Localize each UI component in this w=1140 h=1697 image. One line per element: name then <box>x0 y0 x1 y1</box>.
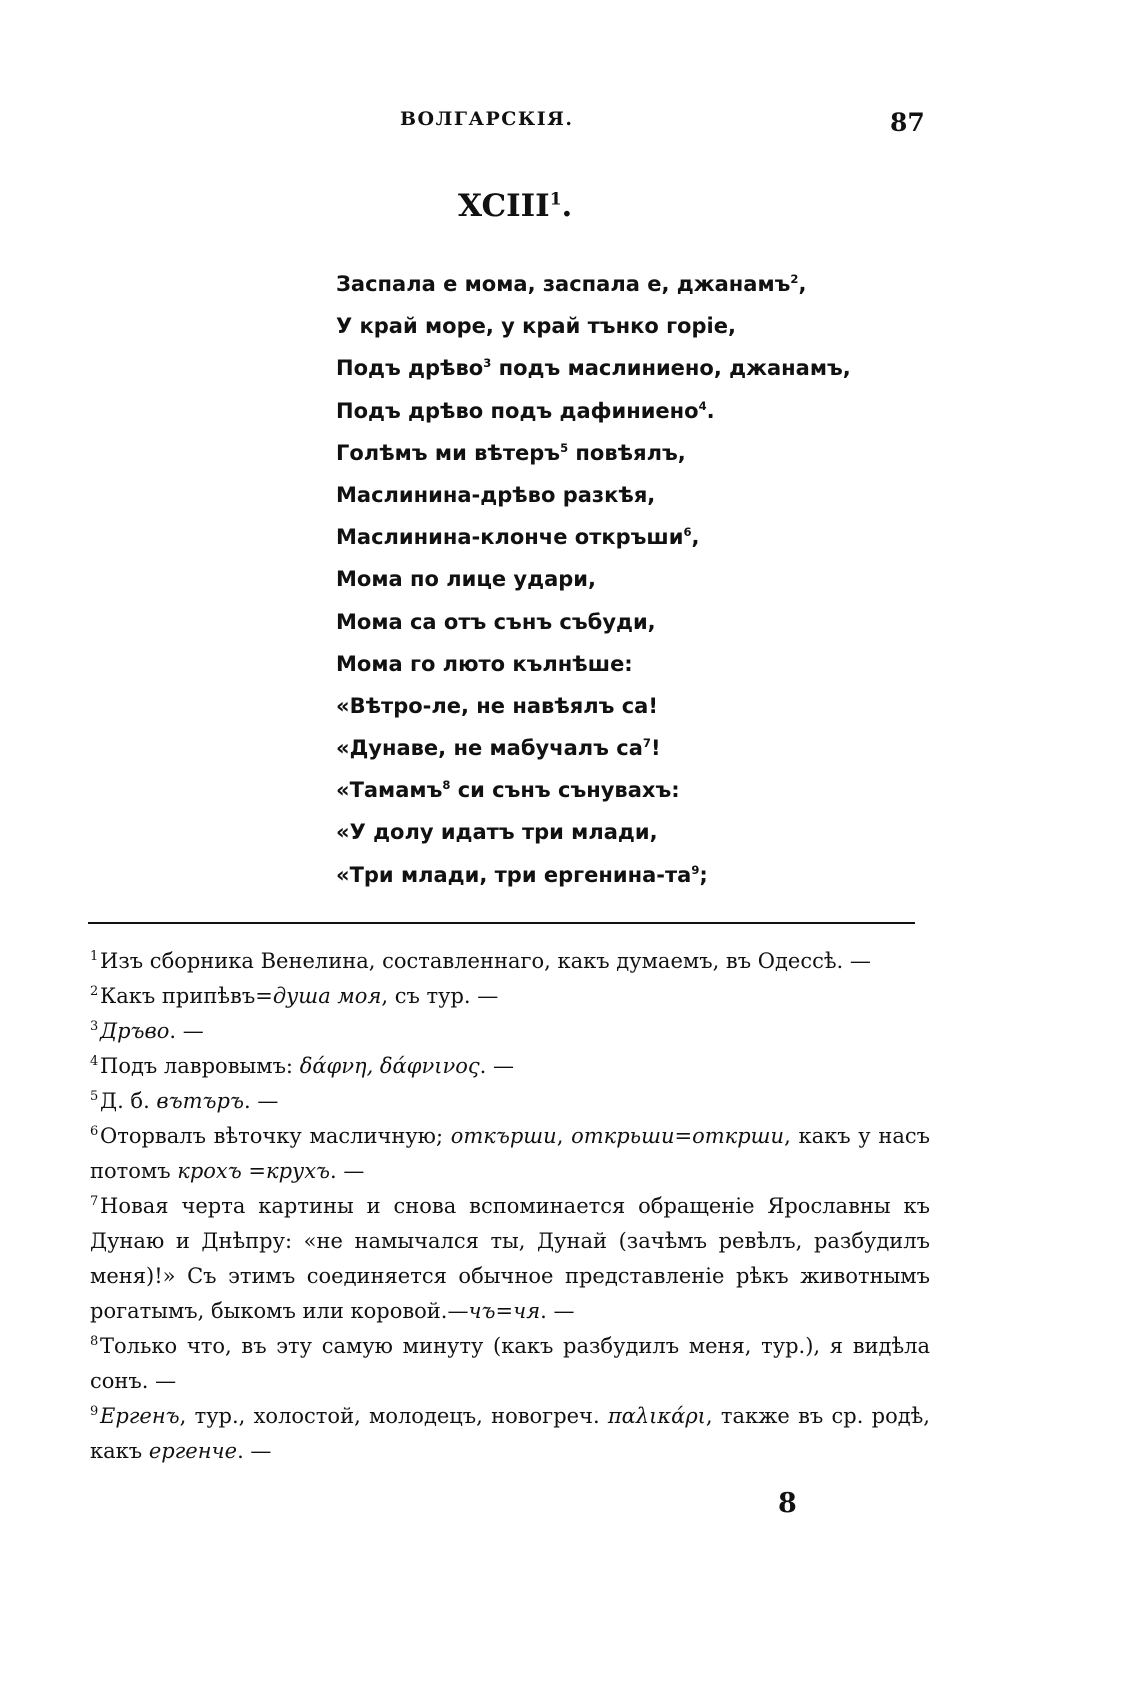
poem-line-footnote-ref: 6 <box>683 525 692 540</box>
poem-line-text: «У долу идатъ три млади, <box>336 820 658 845</box>
poem-line-text: Мома по лице удари, <box>336 567 596 592</box>
poem-line-text: Подъ дрѣво подъ дафиниено <box>336 398 699 423</box>
footnote: 2Какъ припѣвъ=душа моя, съ тур. — <box>90 984 499 1008</box>
footnote-text: Изъ сборника Венелина, составленнаго, какъ думаемъ, въ Одессѣ. — <box>100 949 871 973</box>
poem-line-tail: подъ маслиниено, джанамъ, <box>491 356 851 381</box>
footnote-text: Какъ припѣвъ= <box>100 984 273 1008</box>
poem-line-text: «Дунаве, не мабучалъ са <box>336 736 643 761</box>
footnote-italic-text: ергенче <box>148 1439 238 1463</box>
poem-line-tail: , <box>691 525 700 550</box>
poem-line <box>336 854 856 896</box>
footnote-text: , <box>556 1124 572 1148</box>
poem-line-text: «Вѣтро-ле, не навѣялъ са! <box>336 693 658 718</box>
footnote-text: , какъ у насъ потомъ <box>90 1124 930 1183</box>
footnote-italic-text: чъ=чя <box>468 1299 541 1323</box>
footnote-divider <box>88 922 915 924</box>
poem-line-footnote-ref: 5 <box>560 440 569 455</box>
poem-line-text: «Три млади, три ергенина-та <box>336 862 692 887</box>
footnote-italic-text: δάφνη, δάφνινος <box>299 1054 480 1078</box>
footnote-text: Д. б. <box>100 1089 157 1113</box>
footnote-text: . — <box>244 1089 279 1113</box>
footnote-text: = <box>241 1159 267 1183</box>
footnote: 8Только что, въ эту самую минуту (какъ разбудилъ меня, тур.), я видѣла сонъ. — <box>90 1334 930 1393</box>
footnotes <box>90 944 930 1469</box>
page-number: 87 <box>890 108 925 137</box>
poem-line <box>336 516 856 558</box>
footnote: 3Дръво. — <box>90 1019 204 1043</box>
footnote-italic-text: открьши=открши <box>571 1124 785 1148</box>
footnote-text: . — <box>237 1439 272 1463</box>
poem-line <box>336 601 856 643</box>
poem-line <box>336 811 856 853</box>
poem-line <box>336 643 856 685</box>
poem-line <box>336 685 856 727</box>
poem-line-tail: ; <box>699 862 708 887</box>
poem-line-tail: , <box>798 272 807 296</box>
footnote-text: , тур., холостой, молодецъ, новогреч. <box>179 1404 608 1428</box>
poem-line-text: Мома го люто кълнѣше: <box>336 651 633 676</box>
footnote-italic-text: крухъ <box>266 1159 331 1183</box>
poem-line-text: Голѣмъ ми вѣтеръ <box>336 440 561 465</box>
footnote-text: Оторвалъ вѣточку масличную; <box>100 1124 451 1148</box>
footnote-text: . — <box>479 1054 514 1078</box>
poem-line-text: Маслинина-дрѣво разкѣя, <box>336 482 656 507</box>
poem-line-tail: . <box>706 398 715 423</box>
poem-line-tail: повѣялъ, <box>568 440 686 465</box>
footnote: 9Ергенъ, тур., холостой, молодецъ, новогреч. παλικάρι, также въ ср. родѣ, какъ ергенче. — <box>90 1404 930 1463</box>
poem-line-text: «Тамамъ <box>336 778 443 803</box>
footnote-italic-text: вътъръ <box>156 1089 244 1113</box>
poem-line-text: Заспала е мома, заспала е, джанамъ <box>336 272 791 296</box>
poem-line <box>336 305 856 347</box>
footnote-text: . — <box>330 1159 365 1183</box>
poem-line <box>336 769 856 811</box>
poem-line-footnote-ref: 9 <box>691 862 700 877</box>
footnote-text: , съ тур. — <box>381 984 499 1008</box>
footnote: 7Новая черта картины и снова вспоминается обращеніе Ярославны къ Дунаю и Днѣпру: «не намычался ты, Дунай (зачѣмъ ревѣлъ, разбудилъ меня)!» Съ этимъ соединяется обычное представленіе рѣкъ животнымъ рогатымъ, быкомъ или коровой.—чъ=чя. — <box>90 1194 930 1323</box>
poem-number-text: XCIII <box>458 188 550 224</box>
footnote-italic-text: Ергенъ <box>100 1404 180 1428</box>
running-head: ВОЛГАРСКІЯ. <box>400 108 574 130</box>
footnote-text: Только что, въ эту самую минуту (какъ разбудилъ меня, тур.), я видѣла сонъ. — <box>90 1334 930 1393</box>
poem-body <box>336 263 856 896</box>
poem-line-footnote-ref: 7 <box>642 736 651 751</box>
poem-number-dot: . <box>561 188 573 224</box>
poem-line <box>336 432 856 474</box>
poem-line-tail: си сънъ сънувахъ: <box>450 778 680 803</box>
poem-line-text: Маслинина-клонче откръши <box>336 525 684 550</box>
poem-line <box>336 347 856 389</box>
poem-number <box>458 188 572 224</box>
poem-line <box>336 390 856 432</box>
poem-line-tail: ! <box>650 736 661 761</box>
footnote-italic-text: душа моя <box>272 984 382 1008</box>
footnote-italic-text: откърши <box>450 1124 557 1148</box>
footnote-text: , также въ ср. родѣ, какъ <box>90 1404 930 1463</box>
poem-line-footnote-ref: 3 <box>483 356 492 371</box>
footnote-text: Подъ лавровымъ: <box>100 1054 300 1078</box>
footnote: 4Подъ лавровымъ: δάφνη, δάφνινος. — <box>90 1054 514 1078</box>
poem-line-footnote-ref: 8 <box>442 778 451 793</box>
footnote-italic-text: Дръво <box>100 1019 170 1043</box>
poem-line-footnote-ref: 2 <box>790 272 799 286</box>
footnote-text: . — <box>169 1019 204 1043</box>
footnote-italic-text: крохъ <box>177 1159 242 1183</box>
poem-number-note: 1 <box>549 189 562 210</box>
poem-line-text: Подъ дрѣво <box>336 356 484 381</box>
footnote: 1Изъ сборника Венелина, составленнаго, какъ думаемъ, въ Одессѣ. — <box>90 949 871 973</box>
footnote-italic-text: παλικάρι <box>607 1404 706 1428</box>
footnote: 5Д. б. вътъръ. — <box>90 1089 279 1113</box>
poem-line <box>336 558 856 600</box>
poem-line <box>336 727 856 769</box>
poem-line <box>336 263 856 305</box>
footnote-text: Новая черта картины и снова вспоминается обращеніе Ярославны къ Дунаю и Днѣпру: «не намычался ты, Дунай (зачѣмъ ревѣлъ, разбудилъ меня)!» Съ этимъ соединяется обычное представленіе рѣкъ животнымъ рогатымъ, быкомъ или коровой.— <box>90 1194 930 1323</box>
poem-line-text: У край море, у край тънко горіе, <box>336 314 736 339</box>
poem-line <box>336 474 856 516</box>
footnote-text: . — <box>540 1299 575 1323</box>
sheet-number: 8 <box>778 1488 797 1519</box>
poem-line-text: Мома са отъ сънъ събуди, <box>336 609 656 634</box>
footnote: 6Оторвалъ вѣточку масличную; откърши, открьши=открши, какъ у насъ потомъ крохъ =крухъ. — <box>90 1124 930 1183</box>
poem-line-footnote-ref: 4 <box>698 398 707 413</box>
